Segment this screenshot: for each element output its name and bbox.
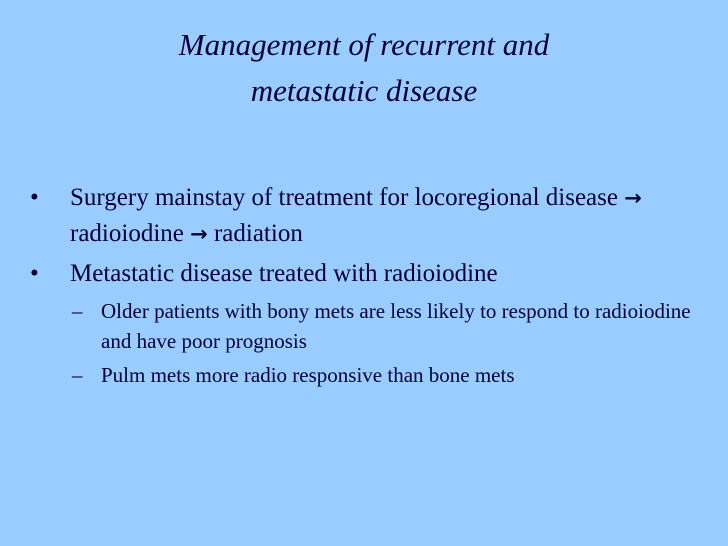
bullet-text-part1: Surgery mainstay of treatment for locoregional disease	[70, 184, 625, 211]
bullet-icon: •	[30, 184, 39, 211]
right-arrow-icon: →	[624, 186, 642, 210]
bullet-surgery	[30, 180, 710, 252]
title-line-1: Management of recurrent and	[178, 27, 550, 62]
subbullet-text: Pulm mets more radio responsive than bone mets	[101, 363, 515, 387]
title-line-2: metastatic disease	[250, 73, 478, 108]
bullet-metastatic	[30, 256, 710, 292]
bullet-text: Metastatic disease treated with radioiodine	[70, 260, 498, 287]
slide-body	[30, 180, 710, 394]
bullet-icon: •	[30, 260, 39, 287]
bullet-text-part3: radiation	[207, 220, 303, 247]
subbullet-pulm-mets	[30, 360, 710, 390]
slide-title	[0, 22, 728, 114]
dash-icon: –	[72, 363, 83, 387]
subbullet-text: Older patients with bony mets are less likely to respond to radioiodine and have poor prognosis	[101, 299, 691, 353]
bullet-text-part2: radioiodine	[70, 220, 191, 247]
subbullet-bony-mets	[30, 296, 710, 356]
right-arrow-icon: →	[190, 222, 208, 246]
dash-icon: –	[72, 299, 83, 323]
